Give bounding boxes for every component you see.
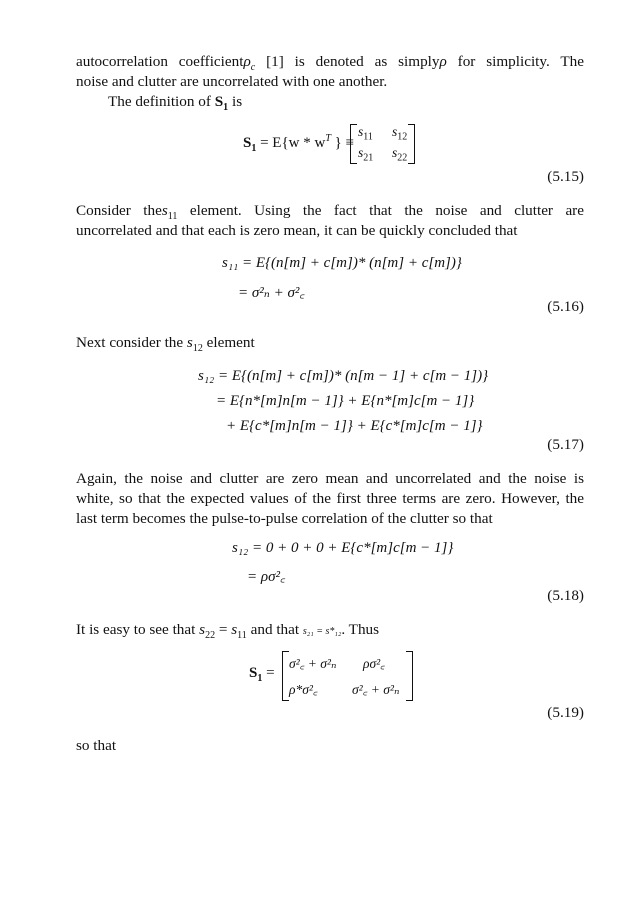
- paragraph-definition: The definition of $S_1$ is: [108, 93, 243, 114]
- equation-5-17-line1: s₁₂ = E{(n[m] + c[m])* (n[m − 1] + c[m − 1])}: [198, 368, 489, 384]
- matrix-s11: $s_{11}$: [358, 124, 373, 143]
- matrix-s22: $s_{22}$: [392, 145, 408, 164]
- equation-5-16-line2: = σ²ₙ + σ²꜀: [238, 285, 305, 301]
- paragraph-again: Again, the noise and clutter are zero mean and uncorrelated and the noise is white, so that the expected values of the first three terms are zero. However, the last term becomes the pulse-to-pulse correlation of the clutter so that: [76, 470, 584, 527]
- matrix-bracket-left-5-19: [282, 651, 289, 701]
- matrix-bracket-left: [350, 124, 357, 164]
- paragraph-easy-to-see: It is easy to see that $s_{22} = s_{11}$ and that s₂₁ = s*₁₂. Thus: [76, 621, 380, 642]
- matrix-5-19-m21: ρ*σ²꜀: [289, 682, 318, 697]
- equation-5-18-line2: = ρσ²꜀: [247, 569, 286, 585]
- equation-5-15-lhs: $S_1 = E\{w * w^T$ } ≡: [243, 133, 355, 154]
- paragraph-next-s12: Next consider the $s_{12}$ element: [76, 334, 255, 355]
- matrix-5-19-m11: σ²꜀ + σ²ₙ: [289, 656, 337, 671]
- matrix-5-19-m22: σ²꜀ + σ²ₙ: [352, 682, 400, 697]
- matrix-5-19-m12: ρσ²꜀: [363, 656, 385, 671]
- matrix-bracket-right-5-19: [406, 651, 413, 701]
- equation-5-18-line1: s₁₂ = 0 + 0 + 0 + E{c*[m]c[m − 1]}: [232, 540, 454, 556]
- matrix-s21: $s_{21}$: [358, 145, 374, 164]
- equation-5-17-line3: + E{c*[m]n[m − 1]} + E{c*[m]c[m − 1]}: [226, 418, 483, 434]
- equation-number-5-15: (5.15): [547, 168, 584, 185]
- para1-line1: autocorrelation coefficientρ$_c$ [1] is denoted as simplyρ for simplicity. The: [76, 53, 585, 74]
- equation-number-5-17: (5.17): [547, 436, 584, 453]
- equation-number-5-18: (5.18): [547, 587, 584, 604]
- paragraph-consider-s11: Consider thes$_{11}$ element. Using the fact that the noise and clutter are uncorrelated and that each is zero mean, it can be quickly concluded that: [76, 202, 584, 239]
- para1-line2: noise and clutter are uncorrelated with one another.: [76, 73, 388, 90]
- equation-5-17-line2: = E{n*[m]n[m − 1]} + E{n*[m]c[m − 1]}: [216, 393, 475, 409]
- equation-number-5-19: (5.19): [547, 704, 584, 721]
- matrix-bracket-right: [408, 124, 415, 164]
- equation-number-5-16: (5.16): [547, 298, 584, 315]
- equation-5-19-lhs: $S_1$ =: [249, 665, 275, 684]
- matrix-s12: $s_{12}$: [392, 124, 408, 143]
- paragraph-autocorrelation: [76, 52, 584, 92]
- paragraph-so-that: so that: [76, 737, 117, 754]
- equation-5-16-line1: s₁₁ = E{(n[m] + c[m])* (n[m] + c[m])}: [222, 255, 462, 271]
